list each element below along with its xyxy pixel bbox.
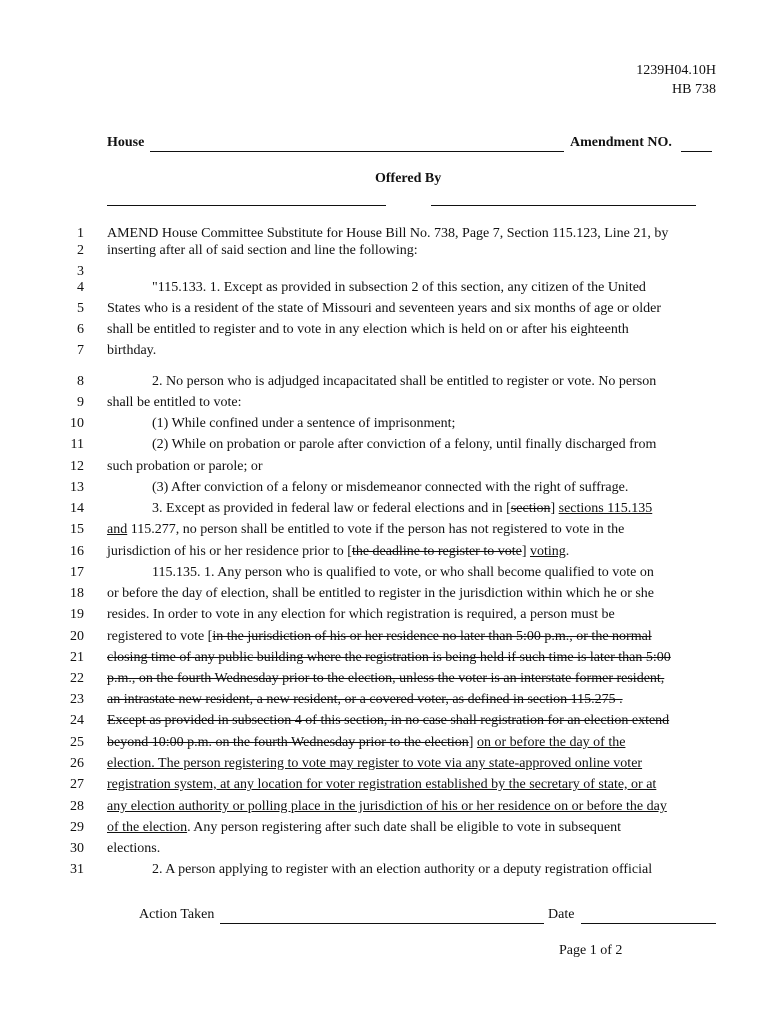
line-text [107, 243, 418, 259]
date-blank [581, 923, 716, 924]
line-text [152, 565, 654, 581]
line-number: 11 [70, 437, 84, 452]
line-number: 28 [70, 799, 84, 814]
amendment-number-blank [681, 151, 712, 152]
text-segment: ] [550, 501, 559, 516]
house-blank [150, 151, 564, 152]
line-number: 20 [70, 629, 84, 644]
text-segment: inserting after all of said section and line the following: [107, 243, 418, 258]
text-segment: States who is a resident of the state of Missouri and seventeen years and six months of age or older [107, 301, 662, 316]
deleted-text: closing time of any public building where the registration is being held if such time is later than 5:00 [107, 650, 671, 665]
inserted-text: on or before the day of the [476, 735, 626, 750]
line-text [107, 735, 625, 751]
line-text [152, 416, 455, 432]
line-text [107, 650, 671, 666]
line-number: 8 [77, 374, 84, 389]
line-number: 17 [70, 565, 84, 580]
date-label: Date [548, 907, 575, 922]
offered-by-blank-right [431, 205, 696, 206]
page-number: Page 1 of 2 [559, 943, 623, 958]
line-text [107, 777, 656, 793]
text-segment: 2. No person who is adjudged incapacitated shall be entitled to register or vote. No person [152, 374, 657, 389]
text-segment: elections. [107, 841, 161, 856]
line-text [107, 671, 664, 687]
line-text [107, 522, 624, 538]
text-segment: AMEND House Committee Substitute for House Bill No. 738, Page 7, Section 115.123, Line 21, by [107, 226, 669, 241]
inserted-text: sections 115.135 [558, 501, 653, 516]
deleted-text: the deadline to register to vote [351, 544, 522, 559]
deleted-text: beyond 10:00 p.m. on the fourth Wednesday prior to the election [107, 735, 469, 750]
line-text [152, 437, 656, 453]
line-text [152, 480, 628, 496]
text-segment: shall be entitled to register and to vote in any election which is held on or after his eighteenth [107, 322, 629, 337]
line-text [152, 862, 652, 878]
text-segment: or before the day of election, shall be entitled to register in the jurisdiction within which he or she [107, 586, 655, 601]
text-segment: ] [468, 735, 477, 750]
deleted-text: section [510, 501, 551, 516]
text-segment: . [565, 544, 570, 559]
deleted-text: Except as provided in subsection 4 of this section, in no case shall registration for an election extend [107, 713, 670, 728]
line-number: 19 [70, 607, 84, 622]
line-text [152, 280, 646, 296]
line-text [107, 799, 667, 815]
line-number: 22 [70, 671, 84, 686]
line-text [107, 544, 569, 560]
text-segment: "115.133. 1. Except as provided in subsection 2 of this section, any citizen of the United [152, 280, 646, 295]
amendment-label: Amendment NO. [570, 135, 672, 150]
line-number: 6 [77, 322, 84, 337]
text-segment: (3) After conviction of a felony or misdemeanor connected with the right of suffrage. [152, 480, 629, 495]
line-text [107, 820, 621, 836]
line-text [107, 301, 661, 317]
action-taken-label: Action Taken [139, 907, 215, 922]
house-label: House [107, 135, 145, 150]
text-segment: resides. In order to vote in any election for which registration is required, a person must be [107, 607, 615, 622]
line-text [152, 374, 656, 390]
line-number: 7 [77, 343, 84, 358]
inserted-text: of the election [107, 820, 188, 835]
line-text [107, 343, 156, 359]
line-number: 25 [70, 735, 84, 750]
line-text [152, 501, 652, 517]
bill-number: HB 738 [672, 82, 716, 97]
text-segment: 2. A person applying to register with an election authority or a deputy registration official [152, 862, 653, 877]
line-text [107, 629, 652, 645]
text-segment: 3. Except as provided in federal law or federal elections and in [ [152, 501, 511, 516]
offered-by-label: Offered By [375, 171, 442, 186]
line-text [107, 459, 263, 475]
inserted-text: election. The person registering to vote may register to vote via any state-approved online voter [107, 756, 643, 771]
line-number: 2 [77, 243, 84, 258]
text-segment: such probation or parole; or [107, 459, 263, 474]
line-number: 27 [70, 777, 84, 792]
line-number: 4 [77, 280, 84, 295]
text-segment: registered to vote [ [107, 629, 213, 644]
offered-by-blank-left [107, 205, 386, 206]
text-segment: shall be entitled to vote: [107, 395, 242, 410]
line-number: 24 [70, 713, 84, 728]
text-segment: (1) While confined under a sentence of imprisonment; [152, 416, 456, 431]
text-segment: (2) While on probation or parole after conviction of a felony, until finally discharged from [152, 437, 657, 452]
line-number: 1 [77, 226, 84, 241]
line-number: 9 [77, 395, 84, 410]
line-number: 3 [77, 264, 84, 279]
line-text [107, 322, 629, 338]
text-segment: ] [521, 544, 530, 559]
line-number: 13 [70, 480, 84, 495]
line-number: 29 [70, 820, 84, 835]
line-text [107, 586, 654, 602]
line-number: 15 [70, 522, 84, 537]
text-segment: 115.277, no person shall be entitled to vote if the person has not registered to vote in the [127, 522, 625, 537]
inserted-text: registration system, at any location for voter registration established by the secretary of state, or at [107, 777, 657, 792]
line-number: 18 [70, 586, 84, 601]
line-number: 23 [70, 692, 84, 707]
action-taken-blank [220, 923, 544, 924]
inserted-text: any election authority or polling place in the jurisdiction of his or her residence on or before the day [107, 799, 667, 814]
line-text [107, 226, 668, 242]
line-number: 16 [70, 544, 84, 559]
inserted-text: and [107, 522, 128, 537]
line-number: 21 [70, 650, 84, 665]
line-number: 30 [70, 841, 84, 856]
line-number: 12 [70, 459, 84, 474]
line-number: 5 [77, 301, 84, 316]
line-text [107, 607, 615, 623]
text-segment: birthday. [107, 343, 157, 358]
document-id: 1239H04.10H [636, 63, 716, 78]
deleted-text: in the jurisdiction of his or her residence no later than 5:00 p.m., or the normal [212, 629, 652, 644]
text-segment: 115.135. 1. Any person who is qualified to vote, or who shall become qualified to vote on [152, 565, 654, 580]
line-text [107, 841, 160, 857]
line-text [107, 692, 623, 708]
deleted-text: an intrastate new resident, a new resident, or a covered voter, as defined in section 115.275 . [107, 692, 623, 707]
text-segment: jurisdiction of his or her residence prior to [ [107, 544, 352, 559]
line-number: 14 [70, 501, 84, 516]
line-number: 26 [70, 756, 84, 771]
line-text [107, 713, 669, 729]
line-text [107, 395, 242, 411]
line-text [107, 756, 642, 772]
line-number: 10 [70, 416, 84, 431]
text-segment: . Any person registering after such date shall be eligible to vote in subsequent [187, 820, 621, 835]
inserted-text: voting [530, 544, 566, 559]
line-number: 31 [70, 862, 84, 877]
deleted-text: p.m., on the fourth Wednesday prior to the election, unless the voter is an interstate former resident, [107, 671, 665, 686]
